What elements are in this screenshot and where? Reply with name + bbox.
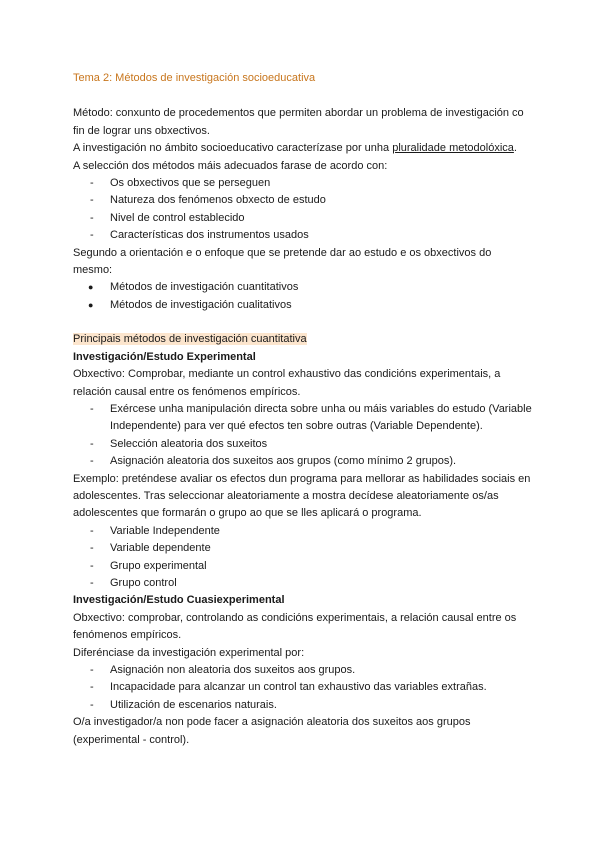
list-item: - Exércese unha manipulación directa sobre unha ou máis variables do estudo (Variable Independente) para ver qué efectos ten sobre outras (Variable Dependente).: [73, 401, 533, 436]
list-item: - Grupo experimental: [73, 558, 533, 575]
selection-intro: A selección dos métodos máis adecuados farase de acordo con:: [73, 159, 388, 172]
list-item: - Asignación aleatoria dos suxeitos aos grupos (como mínimo 2 grupos).: [73, 453, 533, 470]
criteria-list: [73, 175, 533, 245]
plurality-paragraph: [73, 140, 533, 157]
list-item: - Nivel de control establecido: [73, 210, 533, 227]
section-heading: [73, 331, 533, 348]
list-item: - Natureza dos fenómenos obxecto de estudo: [73, 192, 533, 209]
list-item: - Incapacidade para alcanzar un control tan exhaustivo das variables extrañas.: [73, 679, 533, 696]
experimental-objective: Obxectivo: Comprobar, mediante un control exhaustivo das condicións experimentais, a relación causal entre os fenómenos empíricos.: [73, 368, 501, 398]
plurality-text: A investigación no ámbito socioeducativo caracterízase por unha: [73, 142, 393, 155]
list-item: - Selección aleatoria dos suxeitos: [73, 436, 533, 453]
experimental-heading: Investigación/Estudo Experimental: [73, 350, 256, 363]
experimental-example: Exemplo: preténdese avaliar os efectos dun programa para mellorar as habilidades sociais en adolescentes. Tras seleccionar aleatoriamente a mostra decídese aleatoriamente os/as adolescentes que formarán o grupo ao que se lles aplicará o programa.: [73, 472, 531, 520]
list-item: - Variable dependente: [73, 540, 533, 557]
orientation-paragraph: Segundo a orientación e o enfoque que se pretende dar ao estudo e os obxectivos do mesmo:: [73, 246, 492, 277]
quasi-differences-list: [73, 662, 533, 714]
document-title: Tema 2: Métodos de investigación socioeducativa: [73, 72, 316, 84]
list-item: - Variable Independente: [73, 523, 533, 540]
list-item: - Asignación non aleatoria dos suxeitos aos grupos.: [73, 662, 533, 679]
list-item: - Grupo control: [73, 575, 533, 592]
list-item: - Os obxectivos que se perseguen: [73, 175, 533, 192]
quasi-objective: Obxectivo: comprobar, controlando as condicións experimentais, a relación causal entre os fenómenos empíricos.: [73, 611, 517, 642]
methods-list: [73, 279, 533, 314]
list-item: ● Métodos de investigación cualitativos: [73, 297, 533, 314]
plurality-underlined: pluralidade metodolóxica: [392, 142, 514, 155]
list-item: - Utilización de escenarios naturais.: [73, 697, 533, 714]
list-item: ● Métodos de investigación cuantitativos: [73, 279, 533, 296]
experimental-features-list: [73, 401, 533, 471]
quasi-heading: Investigación/Estudo Cuasiexperimental: [73, 594, 285, 607]
plurality-end: .: [513, 142, 517, 155]
list-item: - Características dos instrumentos usados: [73, 227, 533, 244]
experimental-variables-list: [73, 523, 533, 593]
method-definition: Método: conxunto de procedementos que permiten abordar un problema de investigación co fin de lograr uns obxectivos.: [73, 107, 524, 137]
section-heading-text: Principais métodos de investigación cuantitativa: [73, 333, 307, 346]
quasi-difference-intro: Diferénciase da investigación experimental por:: [73, 646, 305, 659]
quasi-final-note: O/a investigador/a non pode facer a asignación aleatoria dos suxeitos aos grupos (experimental - control).: [73, 716, 471, 746]
document-page: [73, 70, 533, 749]
